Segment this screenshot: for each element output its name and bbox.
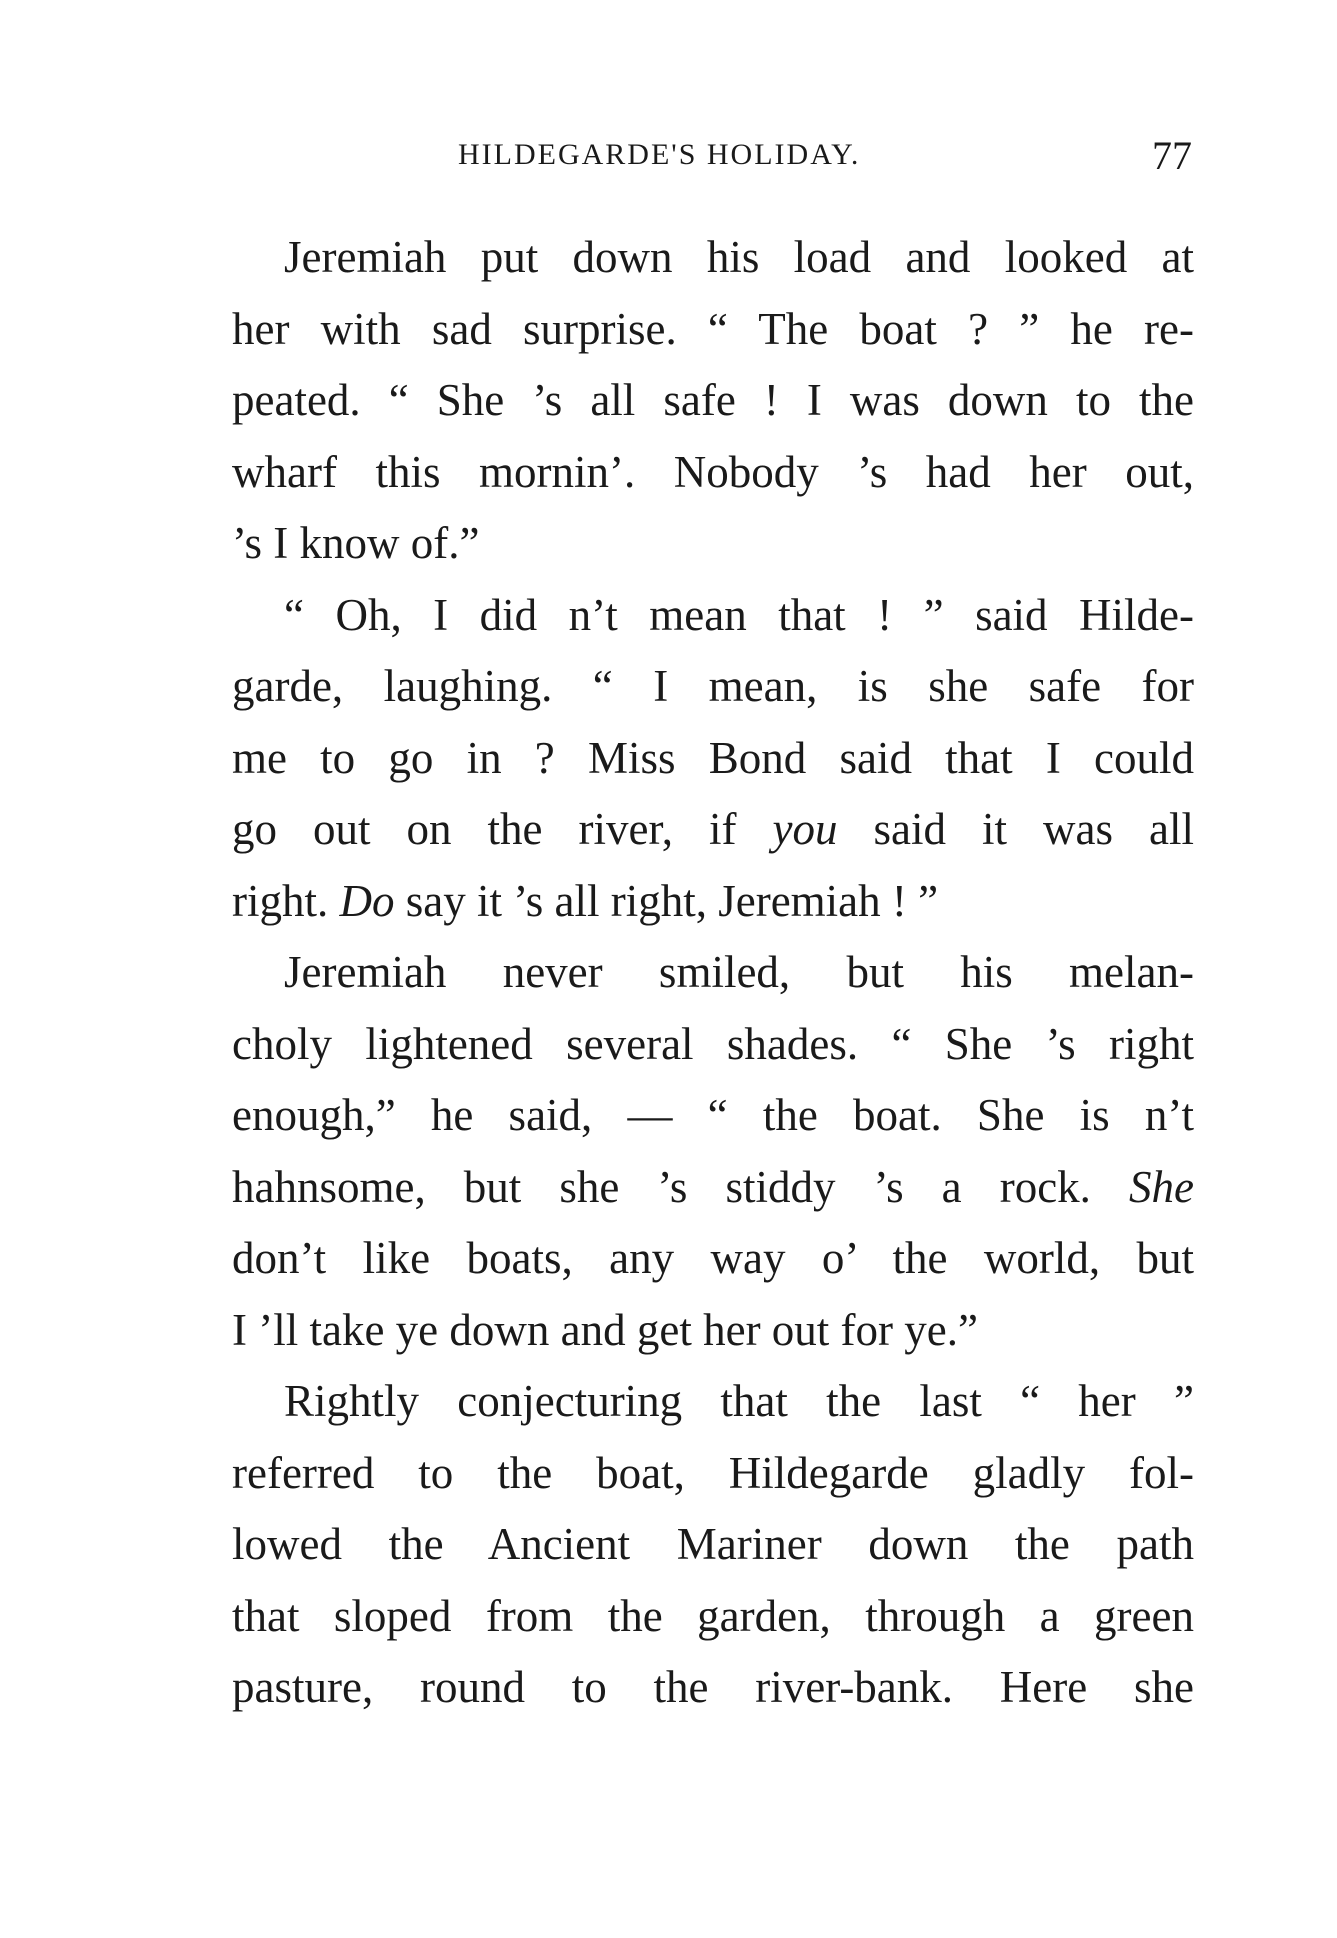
text-line: me to go in ? Miss Bond said that I could — [232, 732, 1194, 783]
text-line: Jeremiah put down his load and looked at — [284, 232, 1194, 282]
italic-word: She — [1129, 1161, 1194, 1212]
paragraph-4 — [232, 1366, 1194, 1724]
text-line: that sloped from the garden, through a green — [232, 1590, 1194, 1641]
text-segment: say it ’s all right, Jeremiah ! ” — [394, 875, 939, 926]
text-line: ’s I know of.” — [232, 518, 480, 568]
text-line: wharf this mornin’. Nobody ’s had her out, — [232, 446, 1194, 497]
page-number: 77 — [1152, 133, 1192, 178]
text-line: lowed the Ancient Mariner down the path — [232, 1519, 1194, 1569]
running-title: HILDEGARDE'S HOLIDAY. — [458, 138, 861, 171]
text-line-with-italic — [232, 794, 1194, 866]
text-line: I ’ll take ye down and get her out for ye.” — [232, 1304, 978, 1355]
paragraph-3 — [232, 937, 1194, 1366]
text-line: peated. “ She ’s all safe ! I was down to the — [232, 375, 1194, 425]
text-line: don’t like boats, any way o’ the world, but — [232, 1233, 1194, 1283]
italic-word: Do — [339, 875, 395, 926]
text-line-with-italic — [232, 866, 1194, 938]
text-segment: right. — [232, 875, 340, 926]
text-line: enough,” he said, — “ the boat. She is n’t — [232, 1090, 1194, 1140]
text-line: choly lightened several shades. “ She ’s right — [232, 1018, 1194, 1069]
text-line: Rightly conjecturing that the last “ her ” — [284, 1376, 1194, 1426]
text-line-with-italic — [232, 1152, 1194, 1224]
text-line: her with sad surprise. “ The boat ? ” he re- — [232, 303, 1194, 354]
text-line: pasture, round to the river-bank. Here she — [232, 1662, 1194, 1712]
text-segment: hahnsome, but she ’s stiddy ’s a rock. — [232, 1161, 1130, 1212]
paragraph-2 — [232, 580, 1194, 938]
paragraph-1 — [232, 222, 1194, 580]
text-line: garde, laughing. “ I mean, is she safe for — [232, 661, 1194, 711]
italic-word: you — [772, 804, 838, 854]
text-segment: said it was all — [837, 804, 1194, 854]
text-segment: go out on the river, if — [232, 804, 773, 854]
text-line: “ Oh, I did n’t mean that ! ” said Hilde- — [284, 589, 1194, 640]
text-line: Jeremiah never smiled, but his melan- — [284, 947, 1194, 997]
page-header — [232, 132, 1192, 182]
text-line: referred to the boat, Hildegarde gladly fol- — [232, 1447, 1194, 1498]
page-body — [232, 222, 1194, 1724]
